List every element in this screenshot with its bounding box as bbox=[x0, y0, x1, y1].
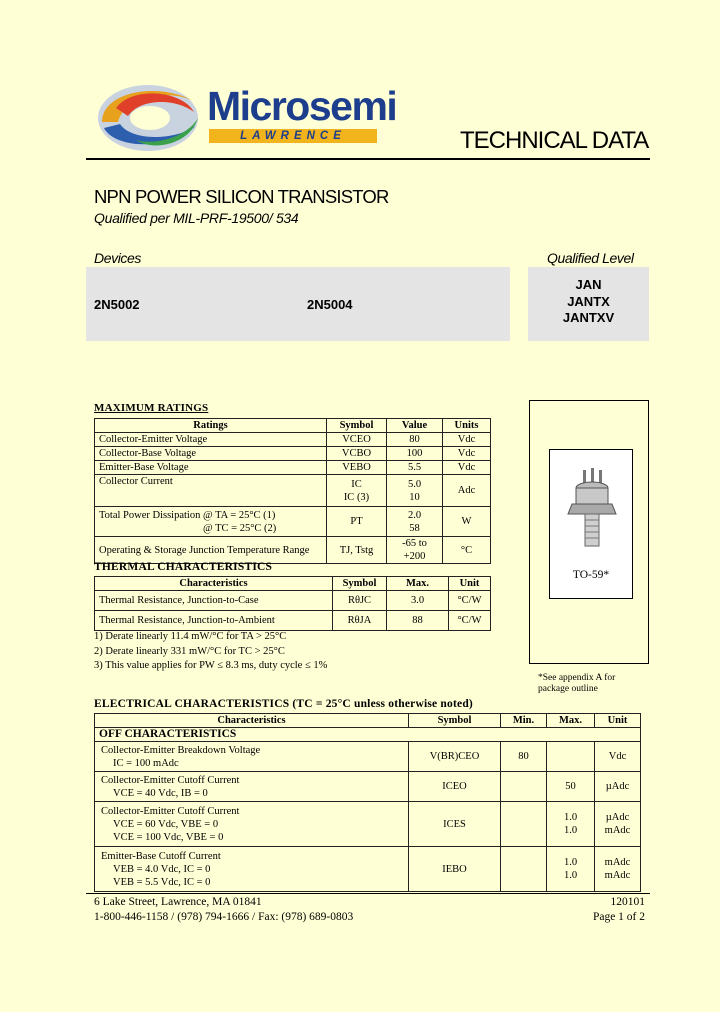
page-title: NPN POWER SILICON TRANSISTOR bbox=[94, 186, 389, 207]
brand-name: Microsemi bbox=[207, 83, 397, 129]
col-symbol: Symbol bbox=[327, 419, 387, 433]
footer-page: Page 1 of 2 bbox=[592, 911, 645, 923]
transistor-image bbox=[565, 468, 619, 550]
level-jan: JAN bbox=[575, 277, 602, 292]
footer-phone: 1-800-446-1158 / (978) 794-1666 / Fax: (978) 689-0803 bbox=[94, 911, 354, 923]
doc-type-title: TECHNICAL DATA bbox=[460, 127, 649, 154]
table-row: Emitter-Base Cutoff Current VEB = 4.0 Vdc, IC = 0 VEB = 5.5 Vdc, IC = 0 IEBO 1.0 1.0 mAdc mAdc bbox=[95, 847, 641, 892]
table-row: Total Power Dissipation @ TA = 25°C (1) @ TC = 25°C (2) PT 2.0 58 W bbox=[95, 507, 491, 537]
col-min: Min. bbox=[501, 714, 547, 728]
note-1: 1) Derate linearly 11.4 mW/°C for TA > 25°C bbox=[94, 631, 287, 642]
footer-code: 120101 bbox=[610, 896, 645, 908]
device-2n5002: 2N5002 bbox=[94, 297, 140, 312]
level-jantx: JANTX bbox=[567, 293, 610, 309]
max-ratings-title: MAXIMUM RATINGS bbox=[94, 402, 209, 414]
header-divider bbox=[86, 158, 650, 160]
table-row: Collector-Emitter Breakdown Voltage IC = 100 mAdc V(BR)CEO 80 Vdc bbox=[95, 742, 641, 772]
thermal-table bbox=[94, 576, 491, 631]
brand-subtitle: LAWRENCE bbox=[240, 130, 346, 142]
col-characteristics: Characteristics bbox=[95, 577, 333, 591]
col-max: Max. bbox=[387, 577, 449, 591]
col-ratings: Ratings bbox=[95, 419, 327, 433]
note-3: 3) This value applies for PW ≤ 8.3 ms, duty cycle ≤ 1% bbox=[94, 660, 328, 671]
electrical-title: ELECTRICAL CHARACTERISTICS (TC = 25°C unless otherwise noted) bbox=[94, 698, 473, 710]
table-row: Emitter-Base Voltage VEBO 5.5 Vdc bbox=[95, 461, 491, 475]
level-jantxv: JANTXV bbox=[562, 310, 615, 325]
electrical-table bbox=[94, 713, 641, 892]
thermal-title: THERMAL CHARACTERISTICS bbox=[94, 561, 273, 573]
thermal-notes bbox=[94, 630, 327, 674]
table-row: Collector-Emitter Cutoff Current VCE = 40 Vdc, IB = 0 ICEO 50 µAdc bbox=[95, 772, 641, 802]
off-characteristics-row: OFF CHARACTERISTICS bbox=[95, 728, 641, 742]
col-unit: Unit bbox=[595, 714, 641, 728]
devices-label: Devices bbox=[94, 250, 141, 266]
device-2n5004: 2N5004 bbox=[307, 297, 353, 312]
package-label: TO-59* bbox=[572, 569, 610, 581]
max-ratings-table bbox=[94, 418, 491, 564]
col-symbol: Symbol bbox=[333, 577, 387, 591]
col-max: Max. bbox=[547, 714, 595, 728]
table-row: Collector-Emitter Cutoff Current VCE = 60 Vdc, VBE = 0 VCE = 100 Vdc, VBE = 0 ICES 1.0 1.0 µAdc mAdc bbox=[95, 802, 641, 847]
company-logo bbox=[96, 78, 206, 158]
footer-address: 6 Lake Street, Lawrence, MA 01841 bbox=[94, 896, 262, 908]
col-symbol: Symbol bbox=[409, 714, 501, 728]
table-row: Operating & Storage Junction Temperature Range TJ, Tstg -65 to +200 °C bbox=[95, 537, 491, 564]
col-unit: Unit bbox=[449, 577, 491, 591]
col-value: Value bbox=[387, 419, 443, 433]
to59-transistor-icon bbox=[565, 468, 619, 550]
qualified-per: Qualified per MIL-PRF-19500/ 534 bbox=[94, 210, 299, 226]
col-characteristics: Characteristics bbox=[95, 714, 409, 728]
qualified-levels bbox=[528, 277, 649, 327]
footer-divider bbox=[86, 893, 650, 894]
logo-swirl-icon bbox=[96, 78, 206, 158]
table-row: Thermal Resistance, Junction-to-Ambient RθJA 88 °C/W bbox=[95, 611, 491, 631]
package-note: *See appendix A for package outline bbox=[538, 673, 616, 694]
qualified-level-label: Qualified Level bbox=[547, 250, 634, 266]
devices-panel bbox=[86, 267, 510, 341]
table-row: Collector Current IC IC (3) 5.0 10 Adc bbox=[95, 475, 491, 507]
col-units: Units bbox=[443, 419, 491, 433]
table-row: Thermal Resistance, Junction-to-Case RθJC 3.0 °C/W bbox=[95, 591, 491, 611]
note-2: 2) Derate linearly 331 mW/°C for TC > 25°C bbox=[94, 645, 285, 657]
table-row: Collector-Base Voltage VCBO 100 Vdc bbox=[95, 447, 491, 461]
table-row: Collector-Emitter Voltage VCEO 80 Vdc bbox=[95, 433, 491, 447]
